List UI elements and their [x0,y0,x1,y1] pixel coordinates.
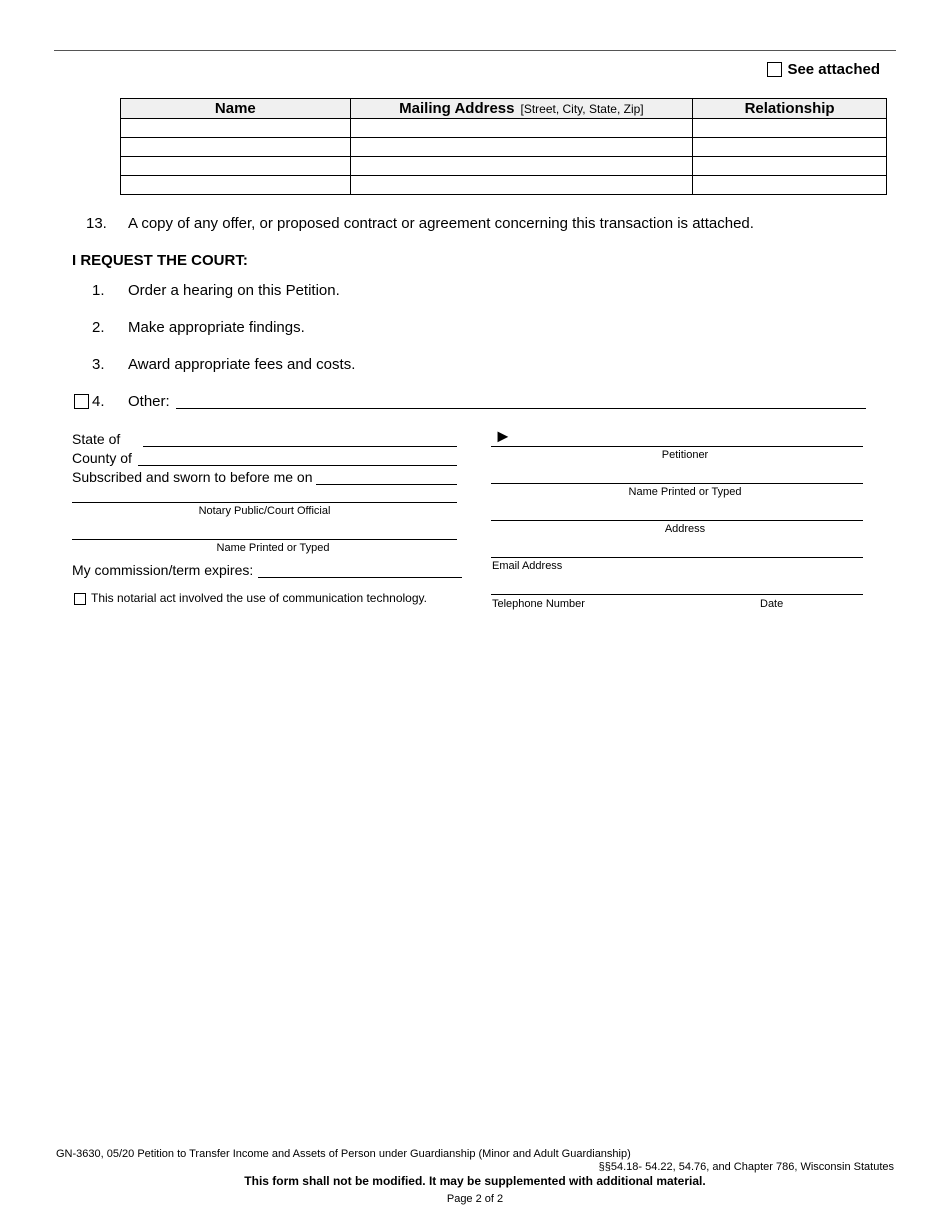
request-4-number: 4. [92,393,105,410]
request-4-checkbox[interactable] [74,394,89,409]
see-attached-checkbox[interactable] [767,62,782,77]
communication-technology-label: This notarial act involved the use of communication technology. [91,591,427,605]
request-2-text: Make appropriate findings. [128,319,305,336]
table-row [121,119,887,138]
form-id: GN-3630, 05/20 Petition to Transfer Income and Assets of Person under Guardianship (Minor and Adult Guardianship) [56,1148,631,1160]
petitioner-name-caption: Name Printed or Typed [628,486,742,498]
item-13-number: 13. [86,215,107,232]
see-attached [767,61,880,78]
modification-notice: This form shall not be modified. It may be supplemented with additional material. [244,1174,706,1188]
request-3-text: Award appropriate fees and costs. [128,356,356,373]
request-1-number: 1. [92,282,105,299]
column-header-mailing-address: Mailing Address [Street, City, State, Zip] [350,99,693,119]
column-header-relationship: Relationship [693,99,887,119]
communication-technology-checkbox[interactable] [74,593,86,605]
top-divider [54,50,896,51]
page-number: Page 2 of 2 [446,1193,504,1205]
county-of-label: County of [72,450,132,466]
request-3-number: 3. [92,356,105,373]
name-cell[interactable] [121,176,351,195]
relationship-cell[interactable] [693,157,887,176]
telephone-date-line[interactable] [491,594,863,595]
table-row [121,176,887,195]
name-cell[interactable] [121,119,351,138]
email-line[interactable] [491,557,863,558]
notary-official-caption: Notary Public/Court Official [198,505,331,517]
statutes: §§54.18- 54.22, 54.76, and Chapter 786, Wisconsin Statutes [598,1161,894,1173]
notary-signature-line[interactable] [72,502,457,503]
address-cell[interactable] [350,157,693,176]
column-header-name: Name [121,99,351,119]
commission-line[interactable] [258,577,462,578]
county-of-line[interactable] [138,465,457,466]
table-header-row [121,99,887,119]
address-cell[interactable] [350,119,693,138]
subscribed-date-line[interactable] [316,484,457,485]
table-row [121,157,887,176]
other-input-line[interactable] [176,408,866,409]
petitioner-caption: Petitioner [661,449,709,461]
address-caption: Address [664,523,706,535]
address-line[interactable] [491,520,863,521]
request-4-text: Other: [128,393,170,410]
subscribed-label: Subscribed and sworn to before me on [72,469,313,485]
petitioner-signature-line[interactable] [491,446,863,447]
state-of-line[interactable] [143,446,457,447]
notary-name-caption: Name Printed or Typed [216,542,330,554]
petitioner-name-line[interactable] [491,483,863,484]
table-row [121,138,887,157]
name-cell[interactable] [121,138,351,157]
name-cell[interactable] [121,157,351,176]
request-heading: I REQUEST THE COURT: [72,252,248,269]
telephone-caption: Telephone Number [492,598,585,610]
date-caption: Date [760,598,784,610]
commission-label: My commission/term expires: [72,562,254,578]
notary-name-line[interactable] [72,539,457,540]
address-cell[interactable] [350,176,693,195]
interested-persons-table [120,98,887,195]
address-cell[interactable] [350,138,693,157]
relationship-cell[interactable] [693,119,887,138]
state-of-label: State of [72,431,121,447]
signature-arrow-icon: ► [494,426,512,446]
email-caption: Email Address [492,560,563,572]
see-attached-label: See attached [787,61,880,78]
relationship-cell[interactable] [693,138,887,157]
item-13-text: A copy of any offer, or proposed contract or agreement concerning this transaction is attached. [128,215,754,232]
request-2-number: 2. [92,319,105,336]
relationship-cell[interactable] [693,176,887,195]
request-1-text: Order a hearing on this Petition. [128,282,340,299]
